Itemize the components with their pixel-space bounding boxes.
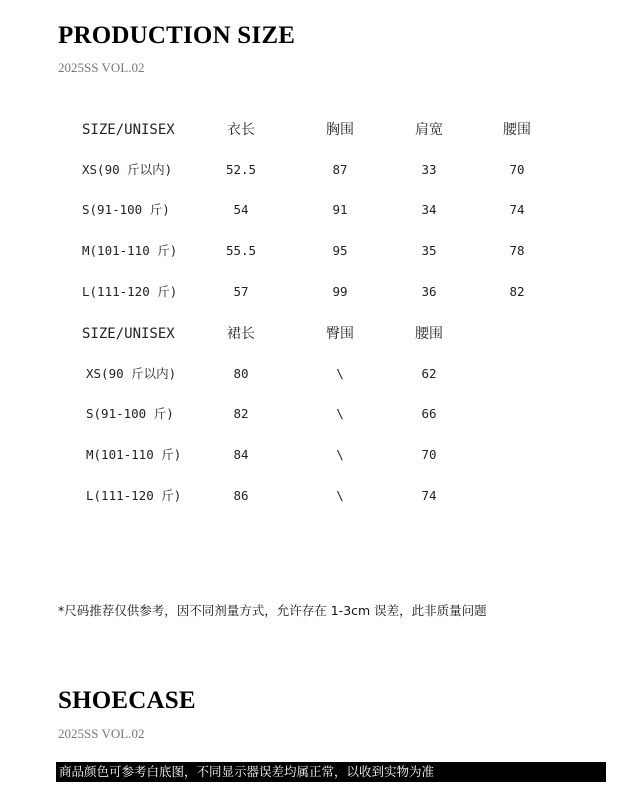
col-header-waist: 腰围 — [503, 122, 531, 138]
table-cell: 74 — [421, 488, 437, 503]
table-cell: 62 — [421, 366, 437, 381]
table-cell: \ — [336, 366, 344, 381]
table-cell: 82 — [509, 284, 525, 299]
col-header-chest: 胸围 — [326, 122, 354, 138]
table-cell: 86 — [233, 488, 249, 503]
section-title-production-size: PRODUCTION SIZE — [58, 22, 296, 49]
table-row-size: S(91-100 斤) — [86, 406, 174, 421]
table-row-size: XS(90 斤以内) — [82, 162, 173, 177]
table-cell: 80 — [233, 366, 249, 381]
table-row-size: L(111-120 斤) — [82, 284, 178, 299]
table-cell: \ — [336, 447, 344, 462]
table-cell: 52.5 — [225, 162, 257, 177]
table-cell: 33 — [421, 162, 437, 177]
table-cell: 95 — [332, 243, 348, 258]
table-cell: 74 — [509, 202, 525, 217]
table-cell: 66 — [421, 406, 437, 421]
table-cell: \ — [336, 406, 344, 421]
section-title-shoecase: SHOECASE — [58, 687, 196, 714]
col-header-hip: 臀围 — [326, 326, 354, 342]
section-subtitle: 2025SS VOL.02 — [58, 60, 145, 75]
col-header-skirt-length: 裙长 — [227, 326, 255, 342]
table-cell: 87 — [332, 162, 348, 177]
table-cell: 57 — [233, 284, 249, 299]
table-cell: 54 — [233, 202, 249, 217]
table-cell: 99 — [332, 284, 348, 299]
table-cell: 35 — [421, 243, 437, 258]
table-cell: 70 — [509, 162, 525, 177]
table-cell: 34 — [421, 202, 437, 217]
color-disclaimer-bar: 商品颜色可参考白底图，不同显示器误差均属正常，以收到实物为准 — [56, 762, 606, 782]
col-header-waist: 腰围 — [415, 326, 443, 342]
table-cell: 36 — [421, 284, 437, 299]
table-cell: 84 — [233, 447, 249, 462]
table-cell: 82 — [233, 406, 249, 421]
table-cell: 70 — [421, 447, 437, 462]
col-header-length: 衣长 — [227, 122, 255, 138]
table-cell: \ — [336, 488, 344, 503]
table-cell: 55.5 — [225, 243, 257, 258]
col-header-size: SIZE/UNISEX — [82, 326, 175, 342]
col-header-size: SIZE/UNISEX — [82, 122, 175, 138]
section-subtitle: 2025SS VOL.02 — [58, 726, 145, 741]
table-row-size: M(101-110 斤) — [86, 447, 182, 462]
table-row-size: XS(90 斤以内) — [86, 366, 177, 381]
col-header-shoulder: 肩宽 — [415, 122, 443, 138]
table-cell: 78 — [509, 243, 525, 258]
size-disclaimer-note: *尺码推荐仅供参考，因不同剂量方式，允许存在 1-3cm 误差，此非质量问题 — [58, 603, 487, 618]
table-row-size: L(111-120 斤) — [86, 488, 182, 503]
table-row-size: S(91-100 斤) — [82, 202, 170, 217]
table-cell: 91 — [332, 202, 348, 217]
table-row-size: M(101-110 斤) — [82, 243, 178, 258]
